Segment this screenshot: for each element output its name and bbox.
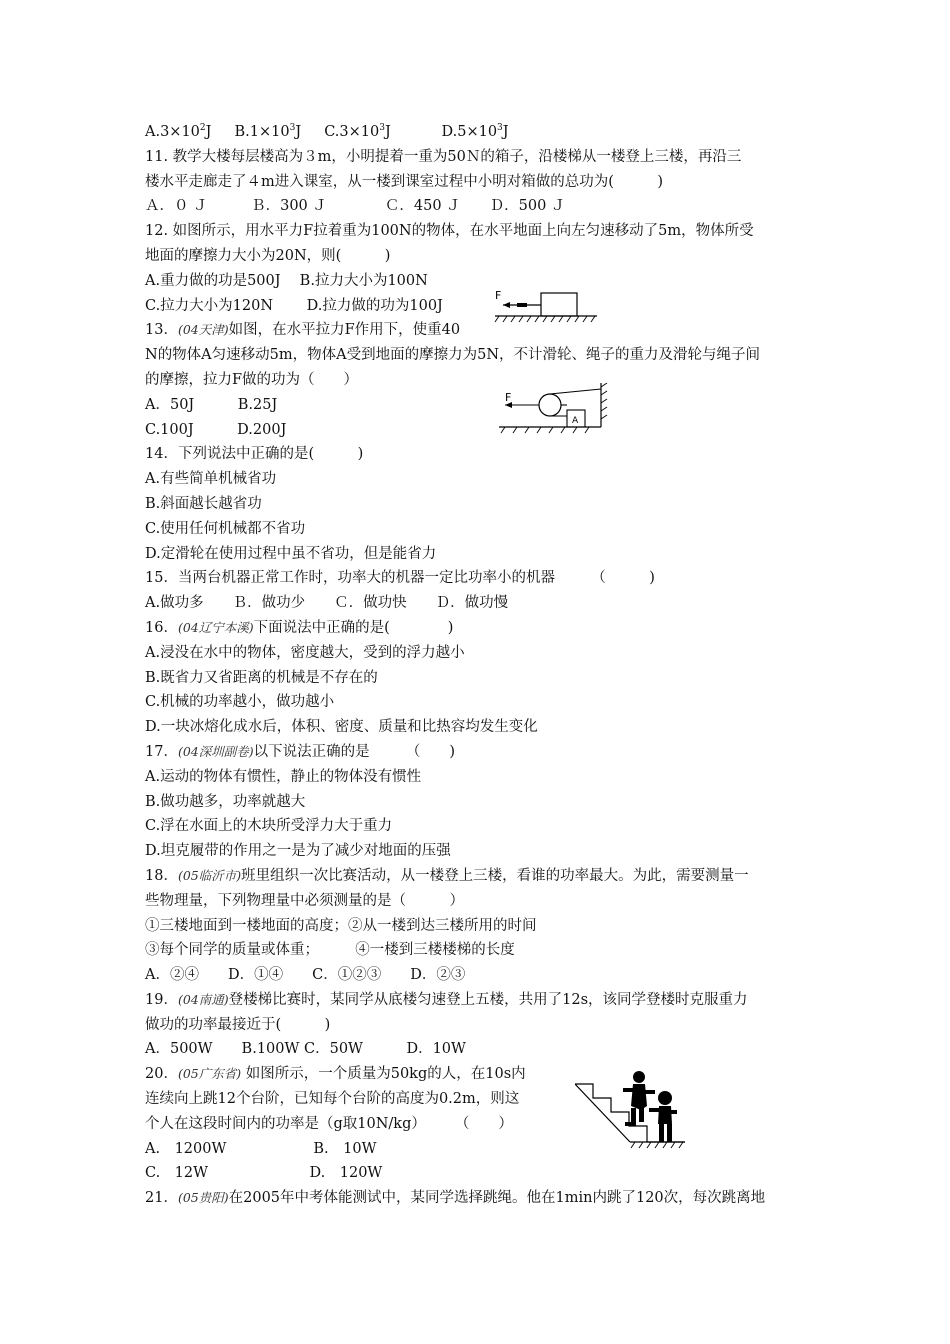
- q10-option-c: $C.3\times 10^3J$: [324, 123, 391, 140]
- q20-line-1: 20．(05广东省) 如图所示，一个质量为50kg的人，在10s内: [145, 1066, 526, 1083]
- q13-figure-f-label: F: [505, 391, 512, 404]
- q14-stem: 14．下列说法中正确的是( ): [145, 446, 364, 463]
- q12-options-2: C.拉力大小为120N D.拉力做的功为100J: [145, 297, 443, 314]
- q16-stem: 16．(04辽宁本溪)下面说法中正确的是( ): [145, 619, 454, 636]
- q12-figure-block: [493, 285, 601, 325]
- q13-line-1: 13．(04天津)如图，在水平拉力F作用下，使重40: [145, 322, 461, 339]
- q18-source: (05临沂市): [177, 867, 242, 883]
- q10-option-b: $B.1\times 10^3J$: [234, 123, 302, 140]
- q12-line-1: 12. 如图所示，用水平力F拉着重为100N的物体，在水平地面上向左匀速移动了5m，物体所受: [145, 223, 754, 240]
- q13-options-1: A．50J B.25J: [145, 396, 278, 413]
- q10-option-d: $D.5\times 10^3J$: [441, 123, 509, 140]
- q13-figure-pulley: [495, 383, 613, 441]
- q21-source: (05贵阳): [177, 1190, 229, 1206]
- q13-line-2: N的物体A匀速移动5m，物体A受到地面的摩擦力为5N，不计滑轮、绳子的重力及滑轮与绳子间: [145, 347, 761, 364]
- q11-options: Ａ．０ Ｊ Ｂ．300 Ｊ Ｃ．450 Ｊ Ｄ．500 Ｊ: [145, 198, 566, 215]
- q18-options: A．②④ D．①④ C．①②③ D．②③: [145, 967, 466, 984]
- q12-line-2: 地面的摩擦力大小为20N，则( ): [145, 247, 391, 264]
- q13-line-3: 的摩擦，拉力F做的功为（ ）: [145, 371, 359, 388]
- q10-options: [145, 120, 825, 145]
- q17-option-a: A.运动的物体有惯性，静止的物体没有惯性: [145, 768, 422, 785]
- q20-line-3: 个人在这段时间内的功率是（g取10N/kg） （ ）: [145, 1115, 513, 1132]
- q16-option-d: D.一块冰熔化成水后，体积、密度、质量和比热容均发生变化: [145, 719, 538, 736]
- q19-options: A．500W B.100W C．50W D．10W: [145, 1041, 466, 1058]
- q20-options-1: A. 1200W B. 10W: [145, 1140, 377, 1157]
- q17-option-c: C.浮在水面上的木块所受浮力大于重力: [145, 818, 393, 835]
- q11-line-2: 楼水平走廊走了４m进入课室，从一楼到课室过程中小明对箱做的总功为( ): [145, 173, 664, 190]
- q20-line-2: 连续向上跳12个台阶，已知每个台阶的高度为0.2m，则这: [145, 1091, 520, 1108]
- person-icon: [623, 1071, 655, 1126]
- q16-option-b: B.既省力又省距离的机械是不存在的: [145, 669, 378, 686]
- q11-line-1: 11. 教学大楼每层楼高为３m，小明提着一重为50Ｎ的箱子，沿楼梯从一楼登上三楼，再沿三: [145, 148, 742, 165]
- q13-source: (04天津): [177, 322, 229, 338]
- q19-source: (04南通): [177, 991, 229, 1007]
- q18-line-4: ③每个同学的质量或体重； ④一楼到三楼楼梯的长度: [145, 942, 515, 959]
- q19-line-2: 做功的功率最接近于( ): [145, 1016, 331, 1033]
- q12-options-1: A.重力做的功是500J B.拉力大小为100N: [145, 272, 428, 289]
- q14-option-c: C.使用任何机械都不省功: [145, 520, 306, 537]
- q15-stem: 15．当两台机器正常工作时，功率大的机器一定比功率小的机器 （ ): [145, 570, 655, 587]
- q10-option-a: $A.3\times 10^2J$: [145, 123, 212, 140]
- q14-option-a: A.有些简单机械省功: [145, 471, 277, 488]
- q17-option-b: B.做功越多，功率就越大: [145, 793, 306, 810]
- q16-source: (04辽宁本溪): [177, 619, 254, 635]
- q18-line-2: 些物理量，下列物理量中必须测量的是（ ）: [145, 892, 464, 909]
- q17-source: (04深圳副卷): [177, 743, 254, 759]
- q20-source: (05广东省): [177, 1066, 242, 1082]
- q20-options-2: C. 12W D. 120W: [145, 1165, 383, 1182]
- q15-options: A.做功多 Ｂ．做功少 Ｃ．做功快 Ｄ．做功慢: [145, 595, 509, 612]
- q14-option-b: B.斜面越长越省功: [145, 495, 262, 512]
- person-icon: [649, 1091, 677, 1142]
- q16-option-c: C.机械的功率越小，做功越小: [145, 694, 335, 711]
- q18-line-3: ①三楼地面到一楼地面的高度；②从一楼到达三楼所用的时间: [145, 917, 537, 934]
- q14-option-d: D.定滑轮在使用过程中虽不省功，但是能省力: [145, 545, 437, 562]
- q18-line-1: 18．(05临沂市)班里组织一次比赛活动，从一楼登上三楼，看谁的功率最大。为此，需要测量一: [145, 867, 749, 884]
- q16-option-a: A.浸没在水中的物体，密度越大，受到的浮力越小: [145, 644, 465, 661]
- q12-figure-f-label: F: [495, 289, 502, 302]
- q13-figure-a-label: A: [572, 416, 579, 426]
- q17-option-d: D.坦克履带的作用之一是为了减少对地面的压强: [145, 843, 451, 860]
- q19-line-1: 19．(04南通)登楼梯比赛时，某同学从底楼匀速登上五楼，共用了12s，该同学登楼时克服重力: [145, 991, 748, 1008]
- q20-figure-stairs: [575, 1070, 690, 1156]
- q17-stem: 17．(04深圳副卷)以下说法正确的是 （ ): [145, 743, 456, 760]
- q13-options-2: C.100J D.200J: [145, 421, 287, 438]
- document-page: [145, 120, 825, 1211]
- q21-line-1: 21．(05贵阳)在2005年中考体能测试中，某同学选择跳绳。他在1min内跳了120次，每次跳离地: [145, 1190, 766, 1207]
